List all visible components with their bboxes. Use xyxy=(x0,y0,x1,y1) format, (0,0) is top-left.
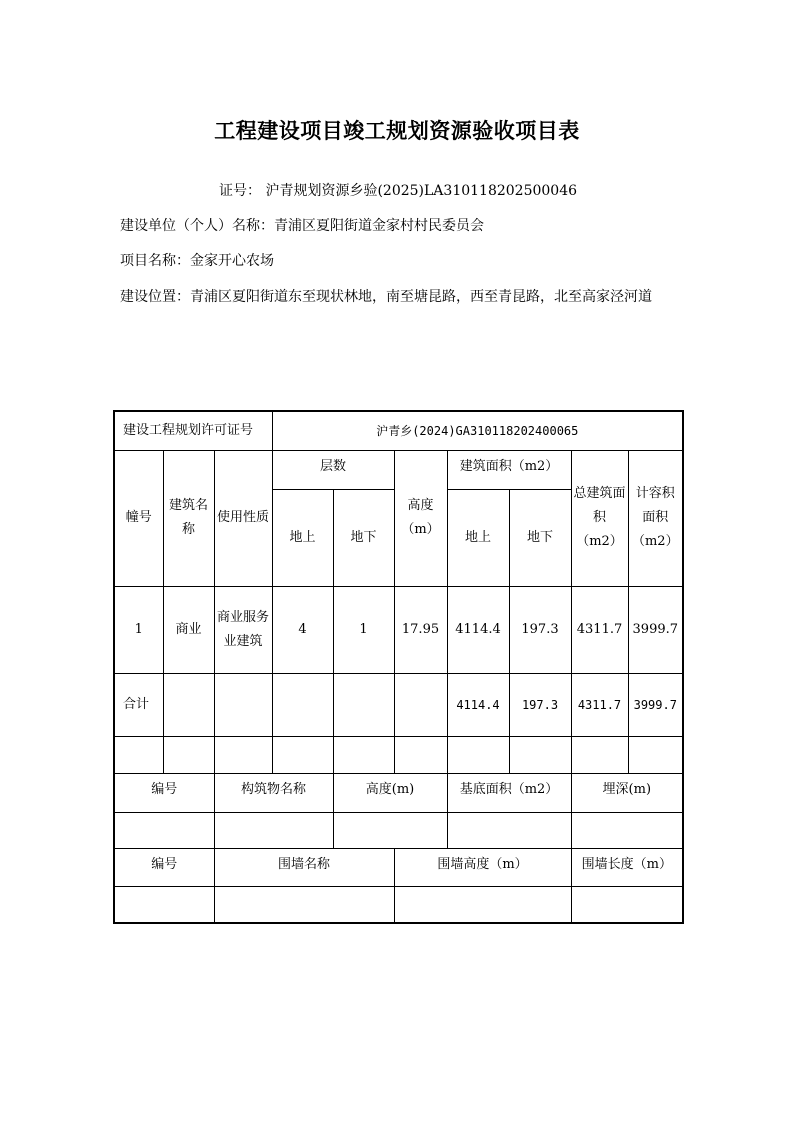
total-area-below: 197.3 xyxy=(509,673,571,736)
wall-header-row xyxy=(114,848,683,886)
header-area: 建筑面积（m2） xyxy=(447,450,571,489)
cell-total-area: 4311.7 xyxy=(571,586,628,673)
structure-header-height: 高度(m) xyxy=(333,773,447,812)
permit-value: 沪青乡(2024)GA310118202400065 xyxy=(272,411,683,450)
structure-header-row xyxy=(114,773,683,812)
wall-header-name: 围墙名称 xyxy=(214,848,394,886)
total-row xyxy=(114,673,683,736)
table-row xyxy=(114,586,683,673)
wall-empty-row xyxy=(114,886,683,923)
header-floors-above: 地上 xyxy=(272,489,333,586)
cell-area-above: 4114.4 xyxy=(447,586,509,673)
construction-location: 建设位置：青浦区夏阳街道东至现状林地，南至塘昆路，西至青昆路，北至高家泾河道 xyxy=(120,289,652,305)
header-area-below: 地下 xyxy=(509,489,571,586)
cell-height: 17.95 xyxy=(394,586,447,673)
structure-header-no: 编号 xyxy=(114,773,214,812)
structure-header-depth: 埋深(m) xyxy=(571,773,683,812)
structure-header-base-area: 基底面积（m2） xyxy=(447,773,571,812)
total-far-area: 3999.7 xyxy=(628,673,683,736)
wall-header-length: 围墙长度（m） xyxy=(571,848,683,886)
wall-header-no: 编号 xyxy=(114,848,214,886)
cell-building-name: 商业 xyxy=(163,586,214,673)
header-total-area: 总建筑面积（m2） xyxy=(571,450,628,586)
construction-unit: 建设单位（个人）名称：青浦区夏阳街道金家村村民委员会 xyxy=(120,218,484,234)
header-height: 高度（m） xyxy=(394,450,447,586)
cell-far-area: 3999.7 xyxy=(628,586,683,673)
header-floors: 层数 xyxy=(272,450,394,489)
header-area-above: 地上 xyxy=(447,489,509,586)
header-use: 使用性质 xyxy=(214,450,272,586)
header-far-area: 计容积面积（m2） xyxy=(628,450,683,586)
structure-header-name: 构筑物名称 xyxy=(214,773,333,812)
structure-empty-row xyxy=(114,812,683,848)
total-label: 合计 xyxy=(114,673,163,736)
header-floors-below: 地下 xyxy=(333,489,394,586)
page-title: 工程建设项目竣工规划资源验收项目表 xyxy=(214,118,580,143)
certificate-number: 证号： 沪青规划资源乡验(2025)LA310118202500046 xyxy=(219,183,578,199)
total-area-above: 4114.4 xyxy=(447,673,509,736)
cell-floors-above: 4 xyxy=(272,586,333,673)
cell-floors-below: 1 xyxy=(333,586,394,673)
cell-building-no: 1 xyxy=(114,586,163,673)
cell-area-below: 197.3 xyxy=(509,586,571,673)
project-name: 项目名称：金家开心农场 xyxy=(120,253,274,269)
cell-use: 商业服务业建筑 xyxy=(214,586,272,673)
header-building-name: 建筑名称 xyxy=(163,450,214,586)
permit-label: 建设工程规划许可证号 xyxy=(114,411,272,450)
acceptance-table xyxy=(113,410,684,924)
header-row-1 xyxy=(114,450,683,489)
wall-header-height: 围墙高度（m） xyxy=(394,848,571,886)
header-building-no: 幢号 xyxy=(114,450,163,586)
permit-row xyxy=(114,411,683,450)
empty-row xyxy=(114,736,683,773)
total-total-area: 4311.7 xyxy=(571,673,628,736)
